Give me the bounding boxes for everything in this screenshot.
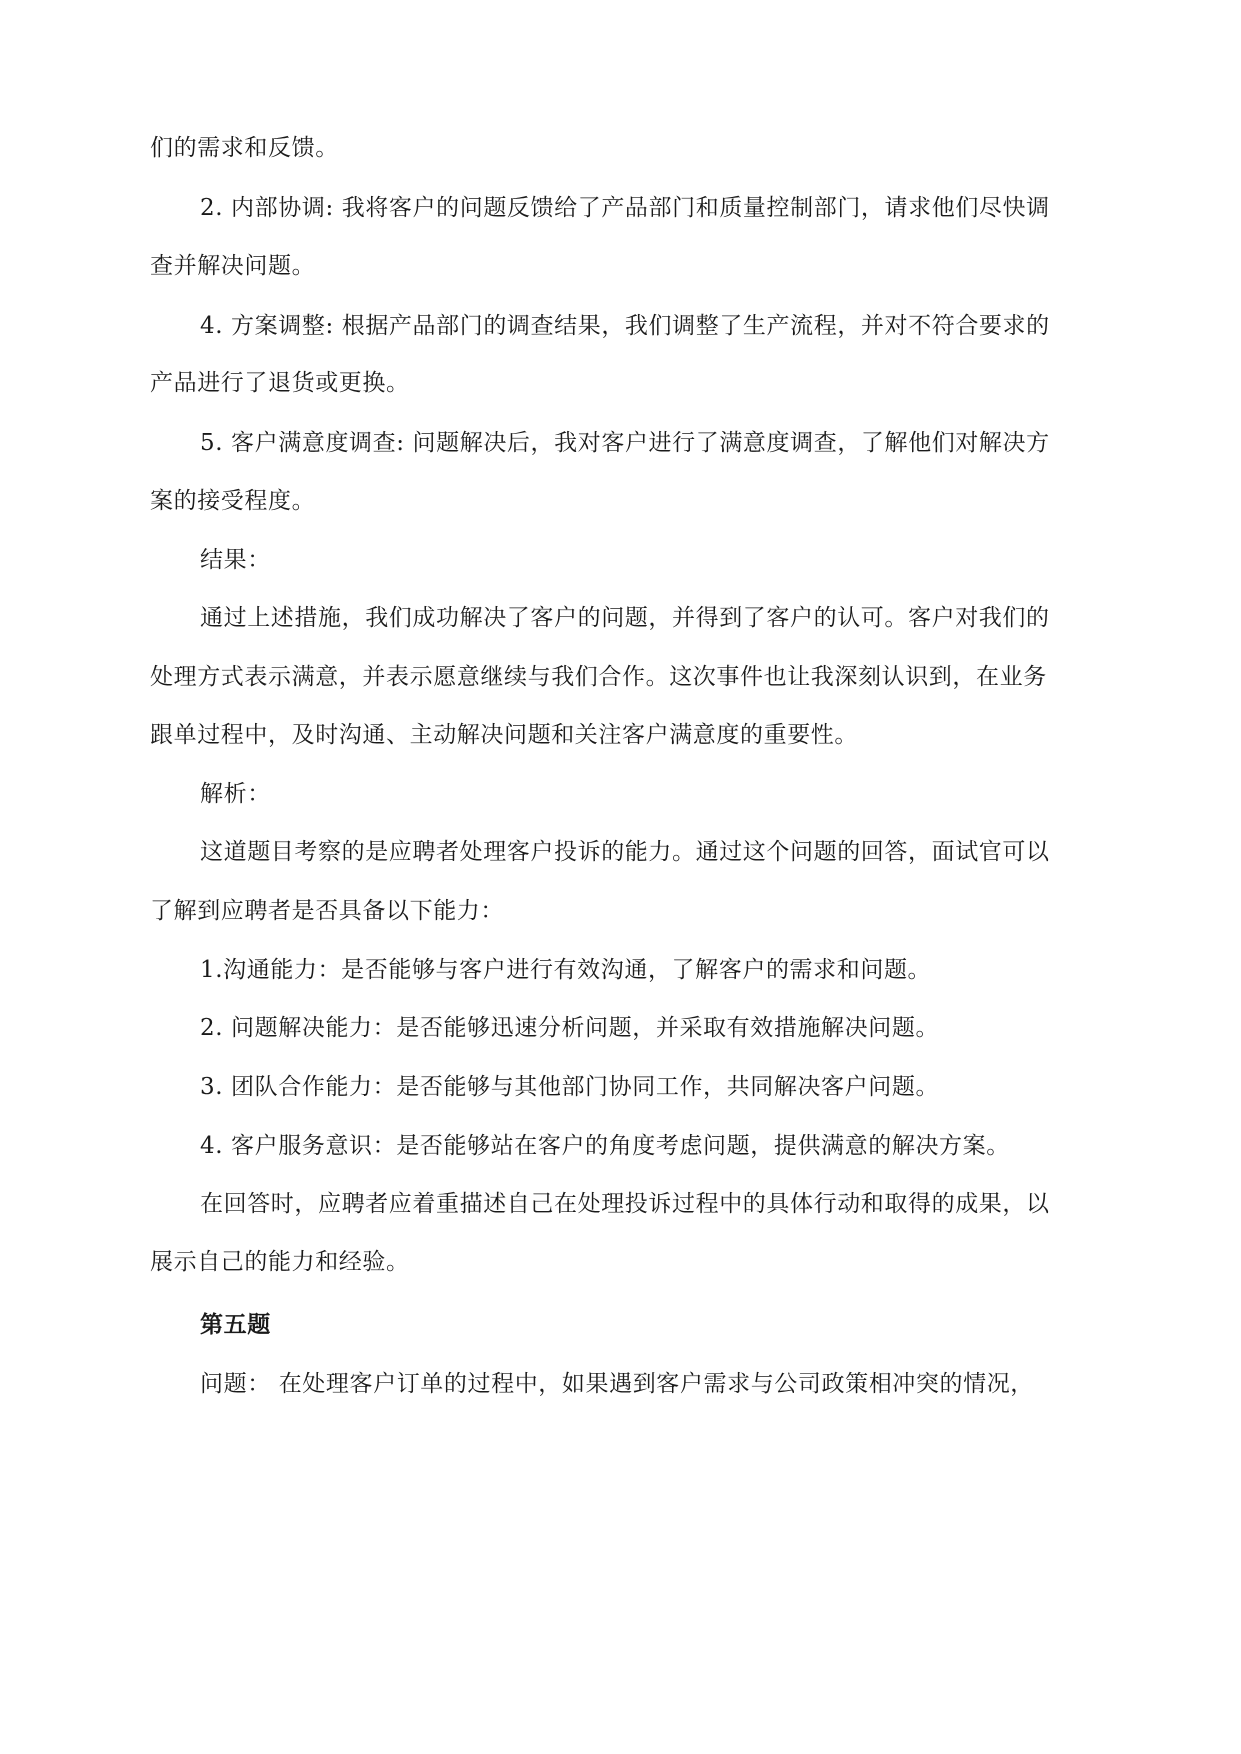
text-line-3: 查并解决问题。 [150,253,316,279]
list-item-2: 2. 问题解决能力：是否能够迅速分析问题，并采取有效措施解决问题。 [200,1015,940,1041]
text-line-19: 在回答时，应聘者应着重描述自己在处理投诉过程中的具体行动和取得的成果，以 [200,1191,1050,1217]
list-item-1: 1.沟通能力：是否能够与客户进行有效沟通，了解客户的需求和问题。 [200,957,932,983]
text-line-9: 通过上述措施，我们成功解决了客户的问题，并得到了客户的认可。客户对我们的 [200,605,1050,631]
text-line-22: 问题： 在处理客户订单的过程中，如果遇到客户需求与公司政策相冲突的情况， [200,1371,1034,1397]
text-line-4: 4. 方案调整: 根据产品部门的调查结果，我们调整了生产流程，并对不符合要求的 [200,313,1050,339]
text-line-2: 2. 内部协调: 我将客户的问题反馈给了产品部门和质量控制部门，请求他们尽快调 [200,195,1050,221]
text-line-6: 5. 客户满意度调查: 问题解决后，我对客户进行了满意度调查，了解他们对解决方 [200,430,1050,456]
section-label-result: 结果： [200,547,271,573]
text-line-10: 处理方式表示满意，并表示愿意继续与我们合作。这次事件也让我深刻认识到，在业务 [150,664,1047,690]
text-line-5: 产品进行了退货或更换。 [150,370,410,396]
text-line-20: 展示自己的能力和经验。 [150,1249,410,1275]
list-item-3: 3. 团队合作能力：是否能够与其他部门协同工作，共同解决客户问题。 [200,1074,940,1100]
text-line-7: 案的接受程度。 [150,488,316,514]
list-item-4: 4. 客户服务意识：是否能够站在客户的角度考虑问题，提供满意的解决方案。 [200,1133,1010,1159]
text-line-1: 们的需求和反馈。 [150,135,339,161]
text-line-14: 了解到应聘者是否具备以下能力： [150,898,504,924]
text-line-11: 跟单过程中，及时沟通、主动解决问题和关注客户满意度的重要性。 [150,722,858,748]
heading-question-5: 第五题 [200,1311,271,1338]
section-label-analysis: 解析： [200,781,271,807]
text-line-13: 这道题目考察的是应聘者处理客户投诉的能力。通过这个问题的回答，面试官可以 [200,839,1050,865]
